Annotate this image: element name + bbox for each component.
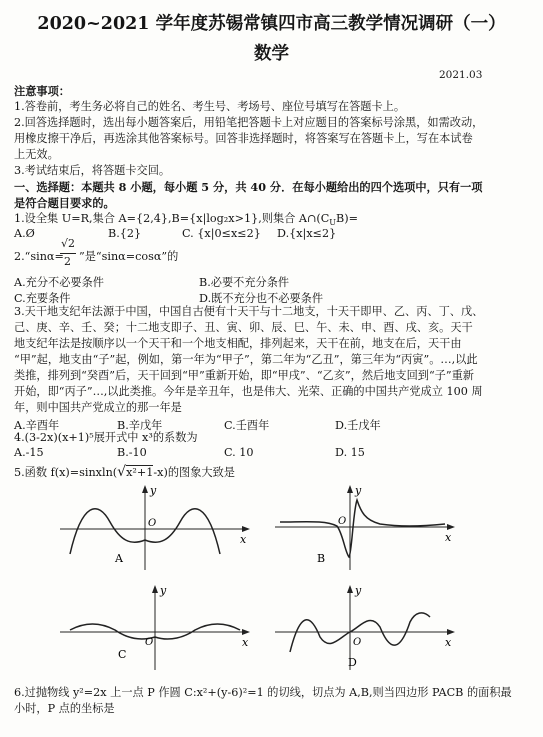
notice-line: 3.考试结束后，将答题卡交回。	[14, 164, 171, 177]
origin-label: O	[148, 518, 157, 529]
q3-option-d: D.壬戊年	[335, 419, 381, 432]
question-3-line: 3.天干地支纪年法源于中国，中国自古便有十天干与十二地支，十天干即甲、乙、丙、丁、戊、	[14, 305, 484, 318]
y-axis-arrow	[347, 585, 353, 593]
q3-option-a: A.辛酉年	[14, 419, 60, 432]
exam-title: 2020~2021 学年度苏锡常镇四市高三教学情况调研（一）	[37, 14, 506, 34]
graph-b	[265, 482, 465, 572]
x-axis-arrow	[447, 524, 455, 530]
question-3-line: 地支纪年法是按顺序以一个天干和一个地支相配，排列起来，天干在前，地支在后，天干由	[14, 337, 462, 350]
notice-line: 上无效。	[14, 148, 59, 161]
q4-option-a: A.-15	[14, 446, 44, 459]
origin-label: O	[338, 516, 347, 527]
question-3-line: 开始，即“丙子”…,以此类推。今年是辛丑年，也是伟大、光荣、正确的中国共产党成立 100 周	[14, 385, 483, 398]
x-axis-arrow	[242, 526, 250, 532]
y-axis-arrow	[152, 585, 158, 593]
graph-c	[60, 582, 260, 672]
fraction-numerator: √2	[61, 237, 76, 250]
graph-a	[60, 482, 260, 572]
notice-line: 用橡皮擦干净后，再选涂其他答案标号。回答非选择题时，将答案写在答题卡上，写在本试卷	[14, 132, 473, 145]
x-axis-arrow	[447, 629, 455, 635]
question-3-line: 年，则中国共产党成立的那一年是	[14, 401, 182, 414]
x-label: x	[445, 531, 452, 544]
question-2-suffix: ”是“sinα=cosα”的	[79, 250, 179, 263]
question-5-stem: 5.函数 f(x)=sinxln(√x²+1-x)的图象大致是	[14, 464, 235, 480]
question-1-stem: 1.设全集 U=R,集合 A={2,4},B={x|log₂x>1},则集合 $A\cap(C_UB)=$	[14, 212, 358, 228]
origin-label: O	[353, 637, 362, 648]
y-label: y	[355, 584, 362, 597]
y-label: y	[355, 484, 362, 497]
q2-option-a: A.充分不必要条件	[14, 276, 104, 289]
x-axis-arrow	[242, 629, 250, 635]
graph-label-d: D	[348, 656, 357, 669]
origin-label: O	[145, 637, 154, 648]
q4-option-b: B.-10	[117, 446, 147, 459]
q2-option-b: B.必要不充分条件	[199, 276, 290, 289]
q2-option-d: D.既不充分也不必要条件	[199, 292, 324, 305]
q1-option-c: C. {x|0≤x≤2}	[182, 227, 261, 240]
function-curve	[280, 500, 445, 557]
q3-option-b: B.辛戊年	[117, 419, 163, 432]
y-axis-arrow	[347, 485, 353, 493]
exam-date: 2021.03	[439, 69, 483, 81]
question-6-line: 小时，P 点的坐标是	[14, 702, 115, 715]
q1-option-d: D.{x|x≤2}	[277, 227, 337, 240]
x-label: x	[242, 636, 249, 649]
graph-label-c: C	[118, 648, 127, 661]
y-label: y	[150, 484, 157, 497]
fraction-bar	[60, 253, 76, 254]
question-3-line: 类推，排列到“癸酉”后，天干回到“甲”重新开始，即“甲戌”、“乙亥”，然后地支回到“子”重新	[14, 369, 474, 382]
q3-option-c: C.壬酉年	[224, 419, 270, 432]
notice-heading: 注意事项：	[14, 84, 70, 98]
q2-option-c: C.充要条件	[14, 292, 71, 305]
graph-d	[265, 582, 465, 672]
notice-line: 1.答卷前，考生务必将自己的姓名、考生号、考场号、座位号填写在答题卡上。	[14, 100, 406, 113]
question-6-line: 6.过抛物线 y²=2x 上一点 P 作圆 C:x²+(y-6)²=1 的切线，切点为 A,B,则当四边形 PACB 的面积最	[14, 686, 512, 699]
question-2-prefix: 2.“sinα=	[14, 250, 64, 263]
q4-option-d: D. 15	[335, 446, 365, 459]
y-axis-arrow	[142, 485, 148, 493]
notice-line: 2.回答选择题时，选出每小题答案后，用铅笔把答题卡上对应题目的答案标号涂黑，如需改动，	[14, 116, 484, 129]
fraction-denominator: 2	[64, 255, 71, 268]
x-label: x	[240, 533, 247, 546]
q4-option-c: C. 10	[224, 446, 254, 459]
x-label: x	[445, 636, 452, 649]
graph-label-b: B	[317, 552, 326, 565]
graph-label-a: A	[115, 552, 123, 565]
question-4-stem: 4.(3-2x)(x+1)⁵展开式中 x³的系数为	[14, 431, 198, 444]
q1-option-b: B.{2}	[108, 227, 142, 240]
question-3-line: 己、庚、辛、壬、癸；十二地支即子、丑、寅、卯、辰、巳、午、未、申、酉、戌、亥。天干	[14, 321, 473, 334]
q1-option-a: A.Ø	[14, 227, 35, 240]
y-label: y	[160, 584, 167, 597]
section-heading: 一、选择题：本题共 8 小题，每小题 5 分，共 40 分．在每小题给出的四个选项中，只有一项	[14, 180, 483, 194]
subject-title: 数学	[254, 44, 289, 64]
section-heading-cont: 是符合题目要求的。	[14, 196, 115, 210]
question-3-line: “甲”起，地支由“子”起，例如，第一年为“甲子”，第二年为“乙丑”，第三年为“丙寅”。…,以此	[14, 353, 478, 366]
